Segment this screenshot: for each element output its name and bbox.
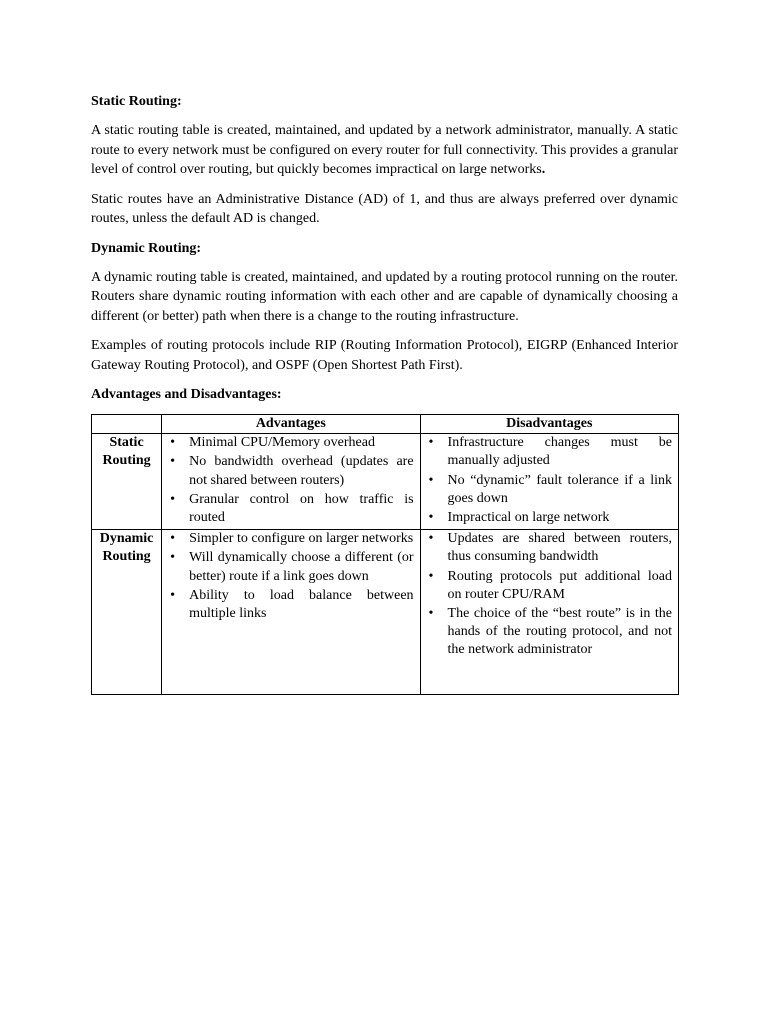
- bullet-icon: •: [170, 454, 176, 470]
- table-header-row: [92, 415, 679, 434]
- dynamic-disadvantages-cell: [420, 530, 678, 695]
- list-item-text: Minimal CPU/Memory overhead: [189, 435, 375, 451]
- dynamic-routing-paragraph-2: Examples of routing protocols include RIP (Routing Information Protocol), EIGRP (Enhanced Interior Gateway Routing Protocol), and OSPF (Open Shortest Path First).: [91, 338, 678, 373]
- bullet-icon: •: [170, 435, 176, 451]
- list-item: [162, 587, 413, 623]
- row-label-static-routing: Static Routing: [92, 434, 162, 530]
- list-item-text: The choice of the “best route” is in the hands of the routing protocol, and not the network administrator: [447, 606, 672, 658]
- table-header-disadvantages: Disadvantages: [420, 415, 678, 434]
- bullet-icon: •: [170, 491, 176, 507]
- dynamic-advantages-cell: [162, 530, 420, 695]
- table-row-dynamic: [92, 530, 679, 695]
- bullet-icon: •: [428, 531, 434, 547]
- document-page: [91, 92, 678, 695]
- list-item: [162, 491, 413, 527]
- static-routing-paragraph-1-end: .: [541, 162, 546, 177]
- bullet-icon: •: [428, 568, 434, 584]
- bullet-icon: •: [428, 472, 434, 488]
- static-advantages-cell: [162, 434, 420, 530]
- list-item-text: Impractical on large network: [447, 510, 610, 526]
- comparison-table: [91, 414, 679, 695]
- bullet-icon: •: [170, 531, 176, 547]
- list-item-text: No bandwidth overhead (updates are not shared between routers): [189, 454, 414, 488]
- static-routing-heading: Static Routing:: [91, 94, 182, 109]
- static-routing-paragraph-2: Static routes have an Administrative Distance (AD) of 1, and thus are always preferred over dynamic routes, unless the default AD is changed.: [91, 191, 678, 226]
- list-item-text: Will dynamically choose a different (or better) route if a link goes down: [189, 550, 414, 584]
- static-routing-paragraph-1: [91, 121, 678, 180]
- list-item: [162, 530, 413, 548]
- list-item: [421, 605, 672, 660]
- dynamic-routing-paragraph-1: A dynamic routing table is created, maintained, and updated by a routing protocol running on the router. Routers share dynamic routing information with each other and are capable of dynamically choosing a different (or better) path when there is a change to the routing infrastructure.: [91, 269, 678, 324]
- list-item: [162, 434, 413, 452]
- list-item-text: No “dynamic” fault tolerance if a link goes down: [447, 472, 672, 506]
- list-item: [421, 568, 672, 604]
- advantages-disadvantages-heading: Advantages and Disadvantages:: [91, 387, 282, 402]
- list-item-text: Granular control on how traffic is routed: [189, 491, 414, 526]
- table-row-static: [92, 434, 679, 530]
- list-item: [162, 453, 413, 489]
- list-item-text: Updates are shared between routers, thus consuming bandwidth: [447, 531, 672, 565]
- list-item-text: Simpler to configure on larger networks: [189, 531, 414, 547]
- bullet-icon: •: [428, 435, 434, 451]
- list-item: [421, 472, 672, 508]
- list-item: [162, 549, 413, 585]
- bullet-icon: •: [428, 606, 434, 622]
- list-item-text: Ability to load balance between multiple links: [189, 587, 414, 622]
- bullet-icon: •: [428, 510, 434, 526]
- static-routing-paragraph-1-text: A static routing table is created, maintained, and updated by a network administrator, manually. A static route to every network must be configured on every router for full connectivity. This provides a granular level of control over routing, but quickly becomes impractical on large networks: [91, 123, 678, 177]
- table-header-empty: [92, 415, 162, 434]
- list-item-text: Routing protocols put additional load on router CPU/RAM: [447, 568, 672, 602]
- bullet-icon: •: [170, 550, 176, 566]
- static-disadvantages-cell: [420, 434, 678, 530]
- bullet-icon: •: [170, 587, 176, 603]
- dynamic-routing-heading: Dynamic Routing:: [91, 240, 202, 256]
- list-item-text: Infrastructure changes must be manually adjusted: [447, 435, 672, 469]
- table-header-advantages: Advantages: [162, 415, 420, 434]
- list-item: [421, 530, 672, 566]
- row-label-dynamic-routing: Dynamic Routing: [92, 530, 162, 695]
- list-item: [421, 434, 672, 470]
- list-item: [421, 509, 672, 527]
